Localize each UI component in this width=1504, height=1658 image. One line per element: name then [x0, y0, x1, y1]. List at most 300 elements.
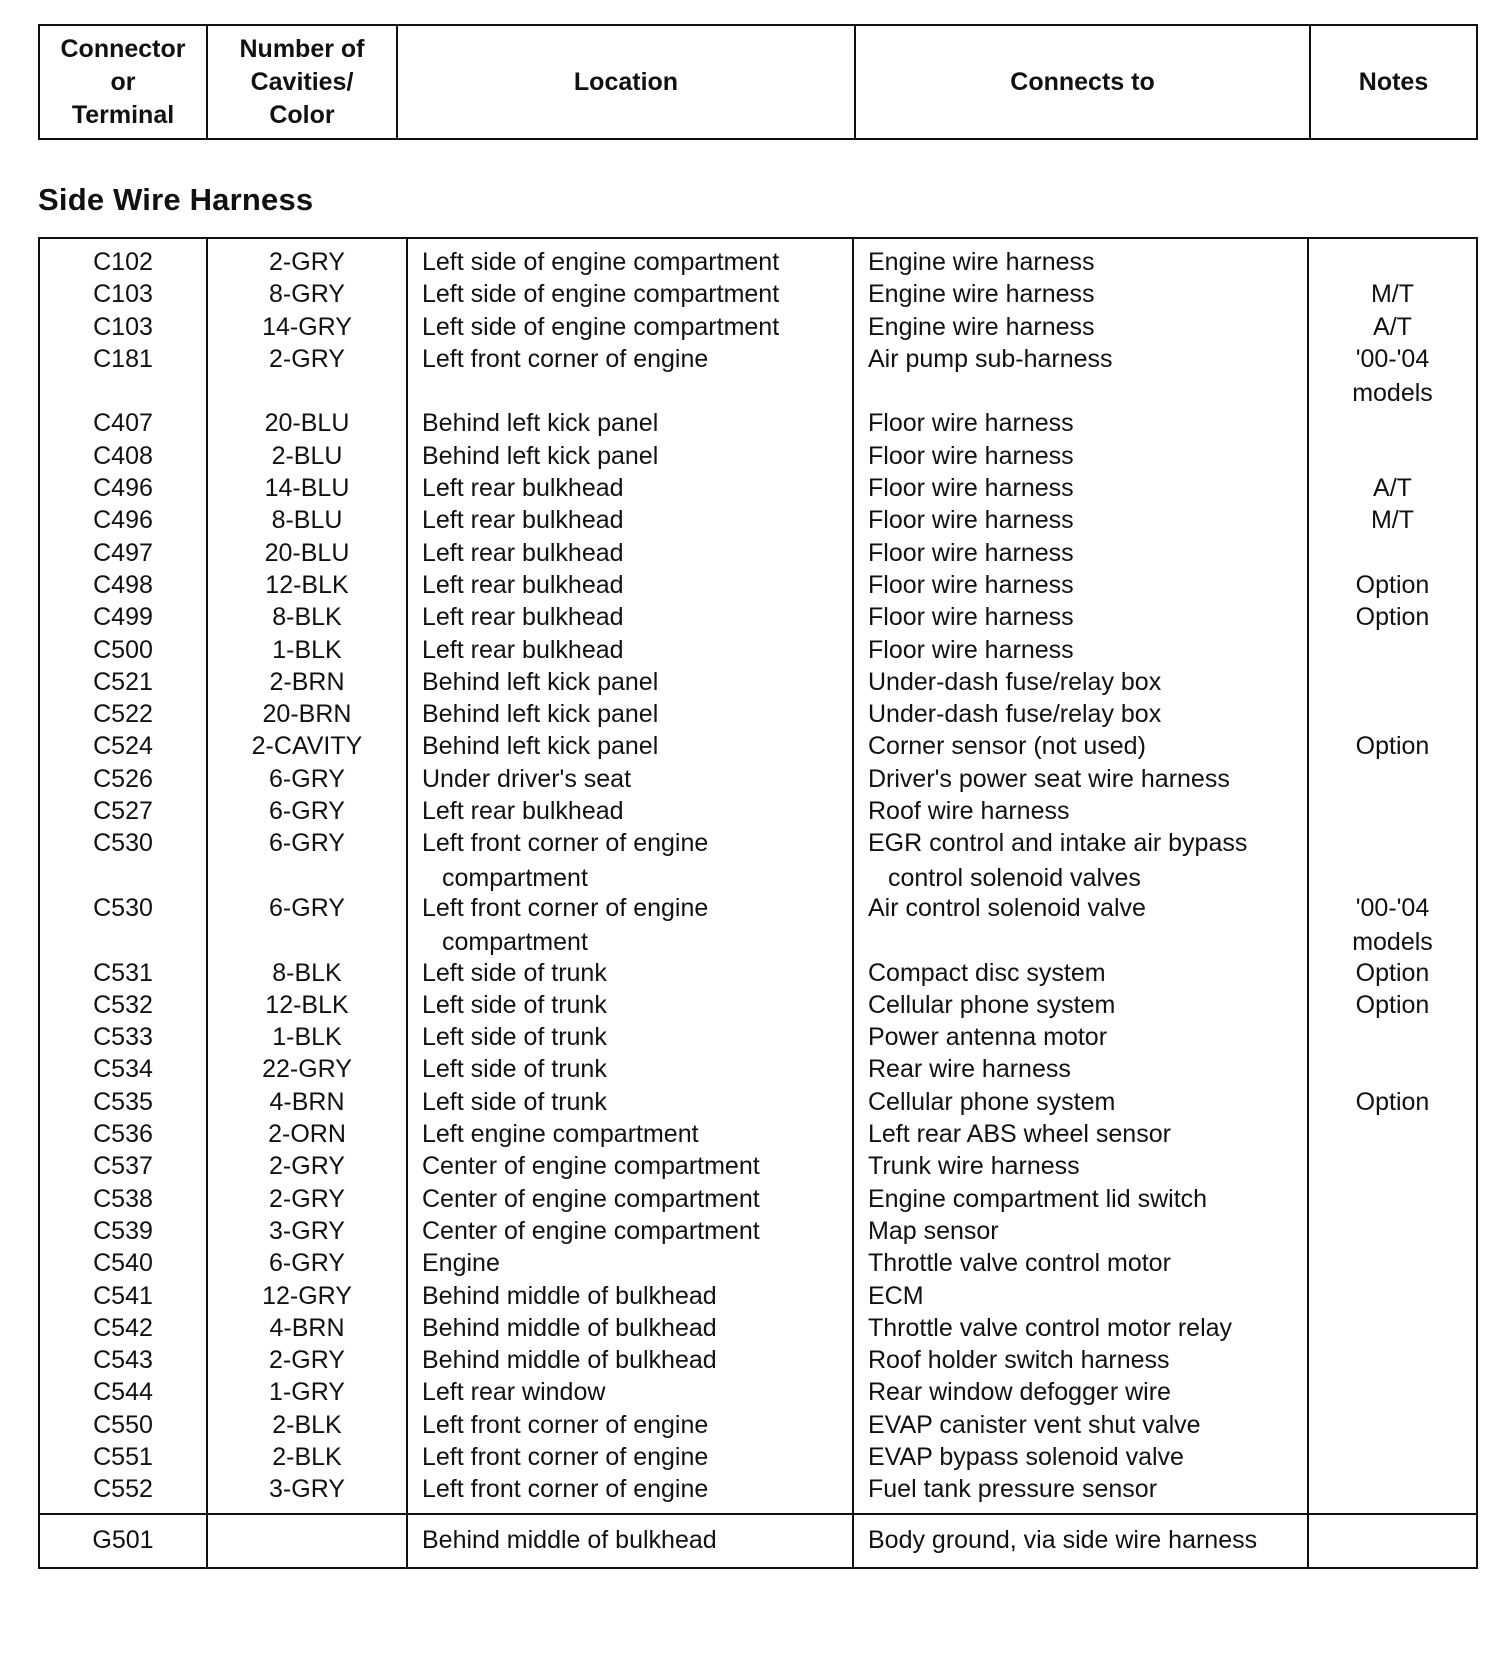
- connects-to-cell: [854, 1375, 1307, 1407]
- ground-connector: G501: [40, 1515, 208, 1567]
- connects-to-cell-text: Driver's power seat wire harness: [868, 764, 1230, 793]
- connector-cell: [40, 1117, 206, 1149]
- connects-to-cell: [854, 1182, 1307, 1214]
- connects-to-cell-text: Map sensor: [868, 1216, 999, 1245]
- connects-to-cell-text: Under-dash fuse/relay box: [868, 667, 1162, 696]
- notes-cell-text: Option: [1355, 990, 1430, 1019]
- cavities-cell: [208, 277, 406, 309]
- notes-cell: [1309, 1085, 1476, 1117]
- connector-cell: [40, 600, 206, 632]
- connects-to-cell: [854, 1311, 1307, 1343]
- cavities-cell-text: 6-GRY: [269, 893, 345, 922]
- connector-cell-text: C103: [93, 312, 153, 341]
- connector-cell-text: C543: [93, 1346, 153, 1375]
- header-location: Location: [398, 26, 856, 138]
- notes-cell: [1309, 1149, 1476, 1181]
- connector-cell: [40, 826, 206, 891]
- cavities-cell: [208, 762, 406, 794]
- location-cell: [408, 697, 852, 729]
- location-cell-text: Left side of engine compartment: [422, 248, 780, 276]
- connector-cell-text: C496: [93, 474, 153, 503]
- notes-cell: [1309, 245, 1476, 277]
- connector-cell: [40, 1020, 206, 1052]
- connector-cell: [40, 1311, 206, 1343]
- notes-cell-text: M/T: [1370, 506, 1415, 535]
- connects-to-cell: [854, 633, 1307, 665]
- notes-cell-text: Option: [1355, 732, 1430, 761]
- connector-cell-text: C544: [93, 1378, 153, 1407]
- cavities-cell-text: 20-BRN: [262, 700, 352, 729]
- connects-to-cell: [854, 245, 1307, 277]
- connector-cell-text: C103: [93, 280, 153, 309]
- location-cell-text: Left front corner of engine: [422, 1410, 709, 1439]
- location-cell: [408, 1182, 852, 1214]
- connector-cell: [40, 1375, 206, 1407]
- location-cell: [408, 1375, 852, 1407]
- harness-table: [38, 237, 1478, 1569]
- connector-cell: [40, 956, 206, 988]
- connects-to-cell-text: Engine compartment lid switch: [868, 1184, 1208, 1213]
- location-cell-text: Left rear bulkhead: [422, 538, 624, 567]
- connector-cell: [40, 1052, 206, 1084]
- location-cell-text: Left rear bulkhead: [422, 570, 624, 599]
- location-cell-text: Left side of trunk: [422, 1087, 607, 1116]
- cavities-cell: [208, 1149, 406, 1181]
- connector-cell: [40, 471, 206, 503]
- connects-to-cell-text: Floor wire harness: [868, 474, 1074, 503]
- connects-to-cell: [854, 310, 1307, 342]
- notes-cell: [1309, 310, 1476, 342]
- connector-cell: [40, 891, 206, 956]
- notes-cell: [1309, 1343, 1476, 1375]
- location-cell: [408, 956, 852, 988]
- cavities-cell-text: 3-GRY: [269, 1216, 345, 1245]
- notes-cell: [1309, 1311, 1476, 1343]
- notes-cell-text: A/T: [1373, 474, 1412, 503]
- connects-to-cell-text: Throttle valve control motor relay: [868, 1313, 1233, 1342]
- connector-cell-text: C524: [93, 732, 153, 761]
- cavities-cell: [208, 503, 406, 535]
- notes-cell: [1309, 503, 1476, 535]
- connects-to-cell: [854, 1085, 1307, 1117]
- connects-to-cell: [854, 794, 1307, 826]
- cavities-cell: [208, 1214, 406, 1246]
- connector-cell-text: C407: [93, 409, 153, 438]
- location-cell-text: Left front corner of engine: [422, 1442, 709, 1471]
- notes-cell: [1309, 956, 1476, 988]
- location-cell-text: Left front corner of engine: [422, 829, 709, 858]
- cavities-cell: [208, 1085, 406, 1117]
- location-cell-text: Behind left kick panel: [422, 732, 659, 761]
- connects-to-cell-text: Engine wire harness: [868, 248, 1095, 276]
- cavities-cell: [208, 1440, 406, 1472]
- location-cell-text: Behind left kick panel: [422, 409, 659, 438]
- connector-cell-text: C408: [93, 441, 153, 470]
- connector-cell-text: C550: [93, 1410, 153, 1439]
- location-column: [408, 239, 854, 1513]
- location-cell-text: Left side of engine compartment: [422, 280, 780, 309]
- location-cell: [408, 1311, 852, 1343]
- cavities-cell: [208, 1020, 406, 1052]
- notes-cell: [1309, 536, 1476, 568]
- connector-cell-text: C537: [93, 1152, 153, 1181]
- notes-cell: [1309, 1246, 1476, 1278]
- location-cell: [408, 762, 852, 794]
- connector-cell: [40, 277, 206, 309]
- cavities-cell-text: 8-GRY: [269, 280, 345, 309]
- connector-cell-text: C527: [93, 797, 153, 826]
- connector-cell: [40, 729, 206, 761]
- connects-to-cell: [854, 536, 1307, 568]
- connects-to-cell-text: Air control solenoid valve: [868, 893, 1146, 922]
- location-cell-text: Left rear bulkhead: [422, 635, 624, 664]
- connects-to-cell: [854, 1343, 1307, 1375]
- location-cell: [408, 1472, 852, 1504]
- connector-cell-text: C500: [93, 635, 153, 664]
- notes-cell: [1309, 471, 1476, 503]
- cavities-cell-text: 8-BLU: [271, 506, 343, 535]
- location-cell-text: Under driver's seat: [422, 764, 632, 793]
- cavities-cell: [208, 406, 406, 438]
- location-cell-text: Left side of engine compartment: [422, 312, 780, 341]
- location-cell-continuation: compartment: [442, 928, 588, 957]
- header-cavities: Number of Cavities/ Color: [208, 26, 398, 138]
- notes-cell: [1309, 826, 1476, 891]
- connector-cell: [40, 439, 206, 471]
- location-cell: [408, 1214, 852, 1246]
- cavities-cell-text: 6-GRY: [269, 1249, 345, 1278]
- connects-to-cell-text: Cellular phone system: [868, 990, 1116, 1019]
- notes-cell: [1309, 1052, 1476, 1084]
- notes-cell: [1309, 1182, 1476, 1214]
- connects-to-cell-text: Corner sensor (not used): [868, 732, 1146, 761]
- location-cell: [408, 600, 852, 632]
- location-cell-text: Center of engine compartment: [422, 1152, 760, 1181]
- cavities-column: [208, 239, 408, 1513]
- connects-to-cell: [854, 697, 1307, 729]
- location-cell: [408, 1085, 852, 1117]
- cavities-cell-text: 8-BLK: [272, 958, 342, 987]
- ground-notes: [1309, 1515, 1476, 1567]
- connects-to-cell-text: Roof wire harness: [868, 797, 1070, 826]
- cavities-cell-text: 4-BRN: [269, 1087, 345, 1116]
- connects-to-cell-text: Floor wire harness: [868, 635, 1074, 664]
- connector-cell: [40, 406, 206, 438]
- connects-to-cell: [854, 826, 1307, 891]
- cavities-cell: [208, 891, 406, 956]
- connector-cell-text: C102: [93, 248, 153, 276]
- connector-cell: [40, 1343, 206, 1375]
- notes-cell: [1309, 1020, 1476, 1052]
- ground-location: Behind middle of bulkhead: [408, 1515, 854, 1567]
- connects-to-cell: [854, 600, 1307, 632]
- connector-cell-text: C521: [93, 667, 153, 696]
- connects-to-cell-text: Floor wire harness: [868, 409, 1074, 438]
- notes-cell: [1309, 988, 1476, 1020]
- notes-cell-text: Option: [1355, 570, 1430, 599]
- connector-cell-text: C551: [93, 1442, 153, 1471]
- notes-cell: [1309, 1117, 1476, 1149]
- cavities-cell: [208, 1375, 406, 1407]
- notes-cell: [1309, 665, 1476, 697]
- location-cell: [408, 1343, 852, 1375]
- connector-cell: [40, 310, 206, 342]
- cavities-cell: [208, 536, 406, 568]
- connects-to-cell-text: EVAP bypass solenoid valve: [868, 1442, 1184, 1471]
- cavities-cell-text: 1-BLK: [272, 1023, 342, 1052]
- connects-to-cell: [854, 1149, 1307, 1181]
- location-cell-text: Behind left kick panel: [422, 700, 659, 729]
- notes-cell-text: '00-'04 models: [1352, 893, 1433, 957]
- connects-to-cell-text: Throttle valve control motor: [868, 1249, 1171, 1278]
- location-cell: [408, 471, 852, 503]
- notes-cell-text: Option: [1355, 1087, 1430, 1116]
- location-cell-text: Behind middle of bulkhead: [422, 1281, 717, 1310]
- cavities-cell: [208, 342, 406, 407]
- cavities-cell: [208, 1311, 406, 1343]
- cavities-cell-text: 1-BLK: [272, 635, 342, 664]
- location-cell: [408, 1246, 852, 1278]
- connects-to-cell-text: Fuel tank pressure sensor: [868, 1475, 1158, 1504]
- connector-cell: [40, 665, 206, 697]
- cavities-cell: [208, 1472, 406, 1504]
- connector-cell: [40, 988, 206, 1020]
- cavities-cell-text: 6-GRY: [269, 764, 345, 793]
- connects-to-cell-text: ECM: [868, 1281, 924, 1310]
- connector-cell-text: C522: [93, 700, 153, 729]
- ground-row: [40, 1513, 1476, 1567]
- location-cell-text: Behind left kick panel: [422, 667, 659, 696]
- location-cell-text: Left rear bulkhead: [422, 797, 624, 826]
- cavities-cell: [208, 568, 406, 600]
- cavities-cell-text: 2-GRY: [269, 1346, 345, 1375]
- header-notes: Notes: [1358, 67, 1429, 96]
- notes-cell: [1309, 406, 1476, 438]
- cavities-cell-text: 12-BLK: [265, 990, 349, 1019]
- connector-cell-text: C538: [93, 1184, 153, 1213]
- connector-cell-text: C531: [93, 958, 153, 987]
- location-cell: [408, 1149, 852, 1181]
- cavities-cell-text: 2-BLU: [271, 441, 343, 470]
- connects-to-cell: [854, 471, 1307, 503]
- location-cell: [408, 891, 852, 956]
- connects-to-cell-text: Rear wire harness: [868, 1055, 1071, 1084]
- connector-cell-text: C535: [93, 1087, 153, 1116]
- cavities-cell: [208, 988, 406, 1020]
- connects-to-cell: [854, 277, 1307, 309]
- location-cell: [408, 1440, 852, 1472]
- connector-cell-text: C496: [93, 506, 153, 535]
- location-cell-text: Behind middle of bulkhead: [422, 1313, 717, 1342]
- connects-to-cell: [854, 1408, 1307, 1440]
- connects-to-column: [854, 239, 1309, 1513]
- column-header-table: [38, 24, 1478, 140]
- notes-cell: [1309, 1440, 1476, 1472]
- location-cell-text: Left rear window: [422, 1378, 606, 1407]
- connector-cell: [40, 1149, 206, 1181]
- connects-to-cell: [854, 762, 1307, 794]
- cavities-cell: [208, 310, 406, 342]
- location-cell-text: Left front corner of engine: [422, 1475, 709, 1504]
- location-cell: [408, 342, 852, 407]
- location-cell: [408, 1408, 852, 1440]
- location-cell: [408, 633, 852, 665]
- connects-to-cell-text: Rear window defogger wire: [868, 1378, 1171, 1407]
- connector-cell: [40, 1472, 206, 1504]
- connector-cell-text: C499: [93, 603, 153, 632]
- connects-to-cell: [854, 1214, 1307, 1246]
- notes-cell-text: Option: [1355, 603, 1430, 632]
- connects-to-cell: [854, 729, 1307, 761]
- location-cell: [408, 794, 852, 826]
- cavities-cell-text: 4-BRN: [269, 1313, 345, 1342]
- connector-cell: [40, 245, 206, 277]
- cavities-cell-text: 2-ORN: [268, 1120, 346, 1149]
- location-cell: [408, 1020, 852, 1052]
- cavities-cell-text: 2-GRY: [269, 344, 345, 373]
- connector-cell-text: C540: [93, 1249, 153, 1278]
- notes-cell: [1309, 891, 1476, 956]
- location-cell-text: Behind left kick panel: [422, 441, 659, 470]
- notes-cell-text: '00-'04 models: [1352, 344, 1433, 408]
- location-cell-text: Left side of trunk: [422, 1023, 607, 1052]
- location-cell-text: Behind middle of bulkhead: [422, 1346, 717, 1375]
- location-cell: [408, 277, 852, 309]
- cavities-cell-text: 14-BLU: [264, 474, 350, 503]
- connector-cell: [40, 1440, 206, 1472]
- connector-cell: [40, 1214, 206, 1246]
- cavities-cell: [208, 633, 406, 665]
- connects-to-cell-text: Power antenna motor: [868, 1023, 1108, 1052]
- cavities-cell: [208, 439, 406, 471]
- connects-to-cell: [854, 406, 1307, 438]
- connector-cell: [40, 762, 206, 794]
- notes-cell: [1309, 342, 1476, 407]
- location-cell: [408, 310, 852, 342]
- notes-cell: [1309, 1408, 1476, 1440]
- section-title: Side Wire Harness: [38, 182, 314, 217]
- notes-cell-text: A/T: [1373, 312, 1412, 341]
- connects-to-cell: [854, 956, 1307, 988]
- connector-cell-text: C534: [93, 1055, 153, 1084]
- cavities-cell: [208, 1117, 406, 1149]
- connects-to-cell: [854, 1246, 1307, 1278]
- connects-to-cell-text: Air pump sub-harness: [868, 344, 1113, 373]
- connector-cell: [40, 342, 206, 407]
- cavities-cell-text: 12-GRY: [262, 1281, 352, 1310]
- cavities-cell: [208, 956, 406, 988]
- cavities-cell-text: 2-GRY: [269, 1152, 345, 1181]
- cavities-cell: [208, 1246, 406, 1278]
- location-cell: [408, 503, 852, 535]
- cavities-cell: [208, 794, 406, 826]
- connects-to-cell-text: EVAP canister vent shut valve: [868, 1410, 1201, 1439]
- connector-cell-text: C530: [93, 893, 153, 922]
- connects-to-cell-text: Engine wire harness: [868, 312, 1095, 341]
- header-connector: Connector or Terminal: [40, 26, 208, 138]
- location-cell-continuation: compartment: [442, 863, 588, 892]
- connects-to-cell: [854, 342, 1307, 407]
- connector-cell-text: C498: [93, 570, 153, 599]
- location-cell: [408, 988, 852, 1020]
- location-cell-text: Center of engine compartment: [422, 1216, 760, 1245]
- location-cell: [408, 1117, 852, 1149]
- harness-rows: [40, 239, 1476, 1513]
- cavities-cell-text: 8-BLK: [272, 603, 342, 632]
- notes-cell-text: M/T: [1370, 280, 1415, 309]
- connects-to-cell-text: Floor wire harness: [868, 570, 1074, 599]
- connector-cell-text: C539: [93, 1216, 153, 1245]
- connector-cell-text: C541: [93, 1281, 153, 1310]
- notes-cell: [1309, 439, 1476, 471]
- connector-cell: [40, 568, 206, 600]
- cavities-cell-text: 2-BLK: [272, 1442, 342, 1471]
- connects-to-cell-text: Engine wire harness: [868, 280, 1095, 309]
- notes-cell-text: Option: [1355, 958, 1430, 987]
- connects-to-cell: [854, 1020, 1307, 1052]
- header-connects-to: Connects to: [856, 26, 1311, 138]
- connector-cell-text: C181: [93, 344, 153, 373]
- cavities-cell: [208, 1343, 406, 1375]
- location-cell: [408, 665, 852, 697]
- connects-to-cell-continuation: control solenoid valves: [888, 863, 1141, 892]
- notes-column: [1309, 239, 1476, 1513]
- connector-column: [40, 239, 208, 1513]
- notes-cell: [1309, 1214, 1476, 1246]
- connector-cell: [40, 536, 206, 568]
- location-cell: [408, 406, 852, 438]
- connects-to-cell: [854, 891, 1307, 956]
- connects-to-cell-text: Cellular phone system: [868, 1087, 1116, 1116]
- cavities-cell-text: 2-GRY: [269, 1184, 345, 1213]
- connector-cell-text: C542: [93, 1313, 153, 1342]
- notes-cell: [1309, 633, 1476, 665]
- connector-cell-text: C526: [93, 764, 153, 793]
- cavities-cell: [208, 245, 406, 277]
- connects-to-cell-text: Roof holder switch harness: [868, 1346, 1170, 1375]
- location-cell-text: Left front corner of engine: [422, 893, 709, 922]
- cavities-cell: [208, 1182, 406, 1214]
- location-cell: [408, 1052, 852, 1084]
- location-cell-text: Left rear bulkhead: [422, 603, 624, 632]
- cavities-cell-text: 1-GRY: [269, 1378, 345, 1407]
- connects-to-cell-text: Floor wire harness: [868, 538, 1074, 567]
- location-cell-text: Left rear bulkhead: [422, 474, 624, 503]
- connects-to-cell: [854, 1117, 1307, 1149]
- notes-cell: [1309, 277, 1476, 309]
- connector-cell-text: C536: [93, 1120, 153, 1149]
- connector-cell: [40, 633, 206, 665]
- notes-cell: [1309, 729, 1476, 761]
- location-cell-text: Left side of trunk: [422, 990, 607, 1019]
- notes-cell: [1309, 762, 1476, 794]
- notes-cell: [1309, 697, 1476, 729]
- connector-cell: [40, 1182, 206, 1214]
- connects-to-cell: [854, 503, 1307, 535]
- connector-cell: [40, 1408, 206, 1440]
- connects-to-cell: [854, 568, 1307, 600]
- connects-to-cell-text: EGR control and intake air bypass: [868, 829, 1248, 858]
- cavities-cell: [208, 471, 406, 503]
- cavities-cell: [208, 826, 406, 891]
- ground-cavities: [208, 1515, 408, 1567]
- notes-cell: [1309, 600, 1476, 632]
- cavities-cell: [208, 1052, 406, 1084]
- connects-to-cell-text: Floor wire harness: [868, 441, 1074, 470]
- connects-to-cell-text: Floor wire harness: [868, 603, 1074, 632]
- connects-to-cell-text: Under-dash fuse/relay box: [868, 700, 1162, 729]
- cavities-cell-text: 12-BLK: [265, 570, 349, 599]
